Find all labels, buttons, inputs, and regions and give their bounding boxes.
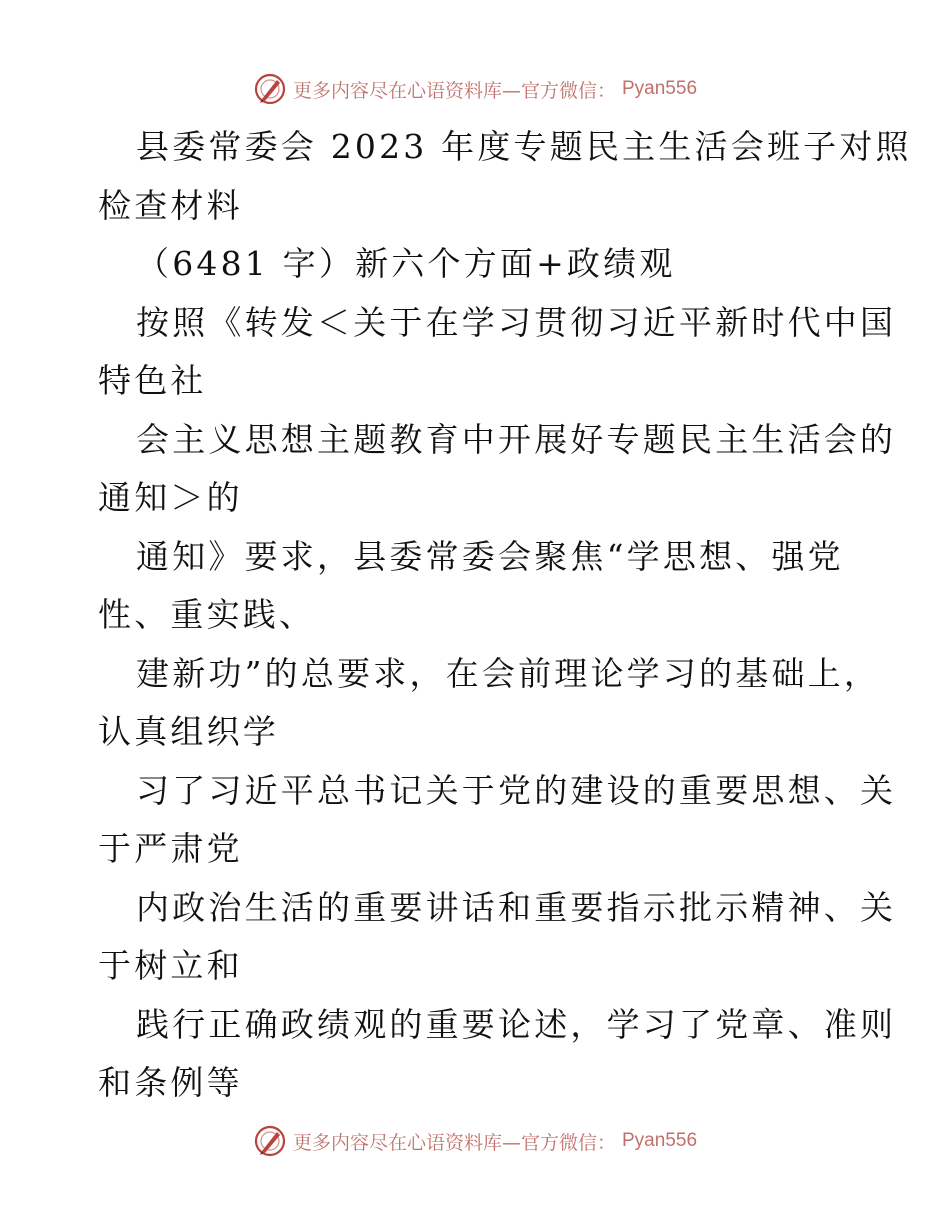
- body-line: 按照《转发＜关于在学习贯彻习近平新时代中国: [136, 302, 897, 342]
- document-body: [98, 118, 912, 1113]
- body-line: 通知》要求，县委常委会聚焦“学思想、强党: [136, 536, 844, 576]
- body-line: 于严肃党: [98, 829, 243, 868]
- body-line: 认真组织学: [98, 712, 279, 751]
- pen-logo-icon: [253, 72, 287, 106]
- body-line: 性、重实践、: [98, 595, 316, 634]
- body-line: 县委常委会 2023 年度专题民主生活会班子对照: [136, 127, 912, 166]
- body-line: 会主义思想主题教育中开展好专题民主生活会的: [136, 419, 897, 459]
- body-line: 践行正确政绩观的重要论述，学习了党章、准则: [136, 1004, 897, 1044]
- watermark-handle: Pyan556: [622, 78, 698, 99]
- watermark-footer: [0, 1124, 950, 1158]
- body-line: 检查材料: [98, 185, 243, 225]
- watermark-text: 更多内容尽在心语资料库—官方微信：: [292, 1131, 616, 1154]
- watermark-header: [0, 72, 950, 106]
- body-line: 内政治生活的重要讲话和重要指示批示精神、关: [136, 887, 897, 927]
- body-line: 于树立和: [98, 946, 243, 985]
- body-line: （6481 字）新六个方面+政绩观: [136, 244, 676, 283]
- watermark-text: 更多内容尽在心语资料库—官方微信：: [292, 79, 616, 102]
- body-line: 建新功”的总要求，在会前理论学习的基础上，: [136, 653, 881, 693]
- body-line: 特色社: [98, 361, 207, 400]
- watermark-handle: Pyan556: [622, 1130, 698, 1151]
- body-line: 习了习近平总书记关于党的建设的重要思想、关: [136, 770, 897, 810]
- pen-logo-icon: [253, 1124, 287, 1158]
- body-line: 通知＞的: [98, 478, 243, 517]
- body-line: 和条例等: [98, 1063, 243, 1102]
